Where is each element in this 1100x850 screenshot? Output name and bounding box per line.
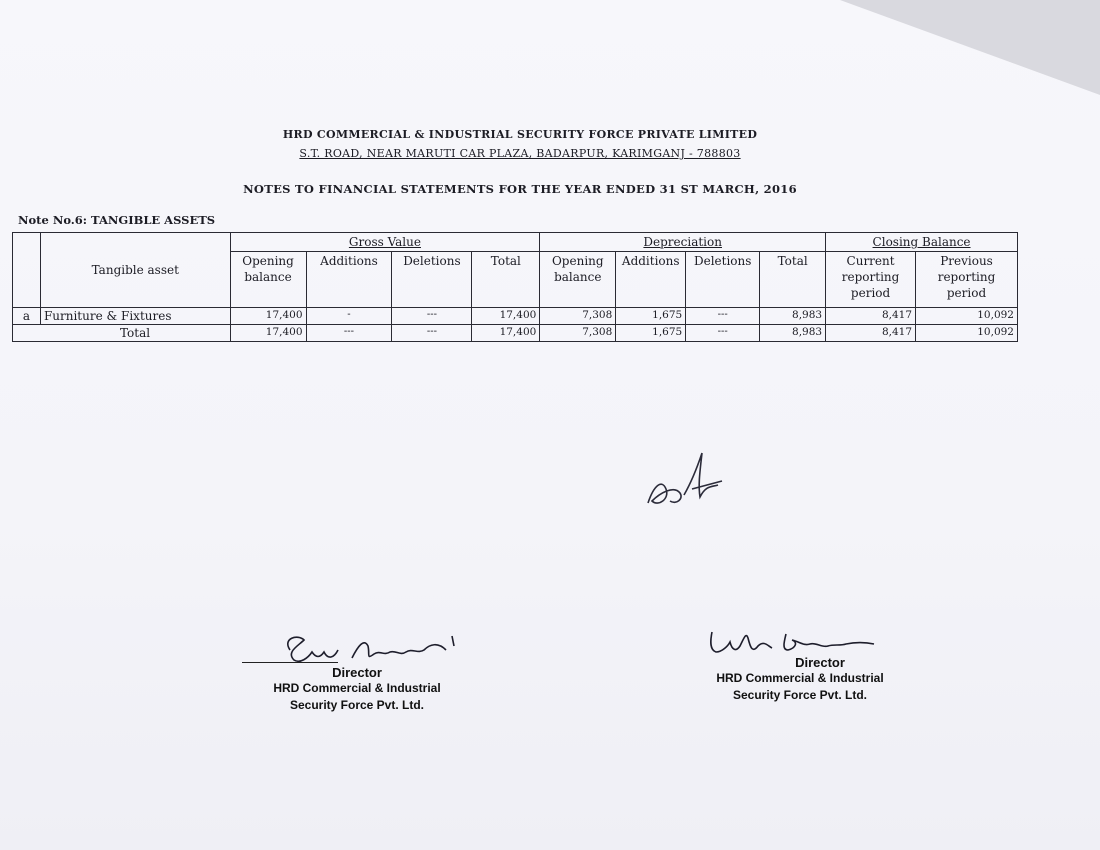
gross-deletions-header: Deletions (392, 252, 472, 308)
closing-current-header: Current reporting period (826, 252, 916, 308)
initials-signature (640, 445, 730, 515)
row-asset-name: Furniture & Fixtures (40, 308, 230, 325)
total-gross-total: 17,400 (472, 325, 540, 342)
note-label: Note No.6: TANGIBLE ASSETS (18, 213, 216, 227)
total-gross-opening: 17,400 (230, 325, 306, 342)
cell-dep-additions: 1,675 (616, 308, 686, 325)
total-index-cell (13, 325, 41, 342)
total-row (13, 325, 1018, 342)
row-index: a (13, 308, 41, 325)
depreciation-header (540, 233, 826, 252)
company-name: HRD COMMERCIAL & INDUSTRIAL SECURITY FORCE PRIVATE LIMITED (282, 128, 758, 141)
cell-gross-total: 17,400 (472, 308, 540, 325)
cell-gross-opening: 17,400 (230, 308, 306, 325)
left-signature-block (242, 628, 472, 714)
gross-total-header: Total (472, 252, 540, 308)
left-company-line1: HRD Commercial & Industrial (273, 681, 441, 695)
company-address: S.T. ROAD, NEAR MARUTI CAR PLAZA, BADARPUR, KARIMGANJ - 788803 (299, 147, 741, 160)
cell-gross-additions: - (306, 308, 392, 325)
total-gross-deletions: --- (392, 325, 472, 342)
total-dep-additions: 1,675 (616, 325, 686, 342)
closing-balance-header (826, 233, 1018, 252)
cell-dep-total: 8,983 (760, 308, 826, 325)
dep-additions-header: Additions (616, 252, 686, 308)
cell-closing-previous: 10,092 (916, 308, 1018, 325)
total-dep-opening: 7,308 (540, 325, 616, 342)
total-closing-current: 8,417 (826, 325, 916, 342)
total-label: Total (40, 325, 230, 342)
total-gross-additions: --- (306, 325, 392, 342)
gross-opening-header: Opening balance (230, 252, 306, 308)
right-company-line1: HRD Commercial & Industrial (716, 671, 884, 685)
right-signature-block (700, 624, 900, 704)
col-asset-header: Tangible asset (40, 233, 230, 308)
tangible-assets-table (12, 232, 1018, 342)
dep-deletions-header: Deletions (686, 252, 760, 308)
dep-total-header: Total (760, 252, 826, 308)
left-company-line2: Security Force Pvt. Ltd. (289, 698, 425, 712)
page-fold-corner (840, 0, 1100, 95)
cell-gross-deletions: --- (392, 308, 472, 325)
right-director-label: Director (795, 655, 845, 670)
total-dep-deletions: --- (686, 325, 760, 342)
right-company-line2: Security Force Pvt. Ltd. (732, 688, 868, 702)
total-closing-previous: 10,092 (916, 325, 1018, 342)
depreciation-label: Depreciation (643, 235, 722, 249)
right-handwritten-signature (700, 624, 900, 658)
table-row (13, 308, 1018, 325)
left-director-label: Director (332, 665, 382, 680)
gross-additions-header: Additions (306, 252, 392, 308)
left-handwritten-signature (242, 628, 472, 666)
notes-title: NOTES TO FINANCIAL STATEMENTS FOR THE YEAR ENDED 31 ST MARCH, 2016 (243, 182, 797, 196)
index-header (13, 233, 41, 308)
gross-value-label: Gross Value (348, 235, 421, 249)
total-dep-total: 8,983 (760, 325, 826, 342)
closing-previous-header: Previous reporting period (916, 252, 1018, 308)
cell-dep-opening: 7,308 (540, 308, 616, 325)
header-group-row (13, 233, 1018, 252)
cell-dep-deletions: --- (686, 308, 760, 325)
gross-value-header (230, 233, 540, 252)
closing-balance-label: Closing Balance (872, 235, 971, 249)
dep-opening-header: Opening balance (540, 252, 616, 308)
cell-closing-current: 8,417 (826, 308, 916, 325)
